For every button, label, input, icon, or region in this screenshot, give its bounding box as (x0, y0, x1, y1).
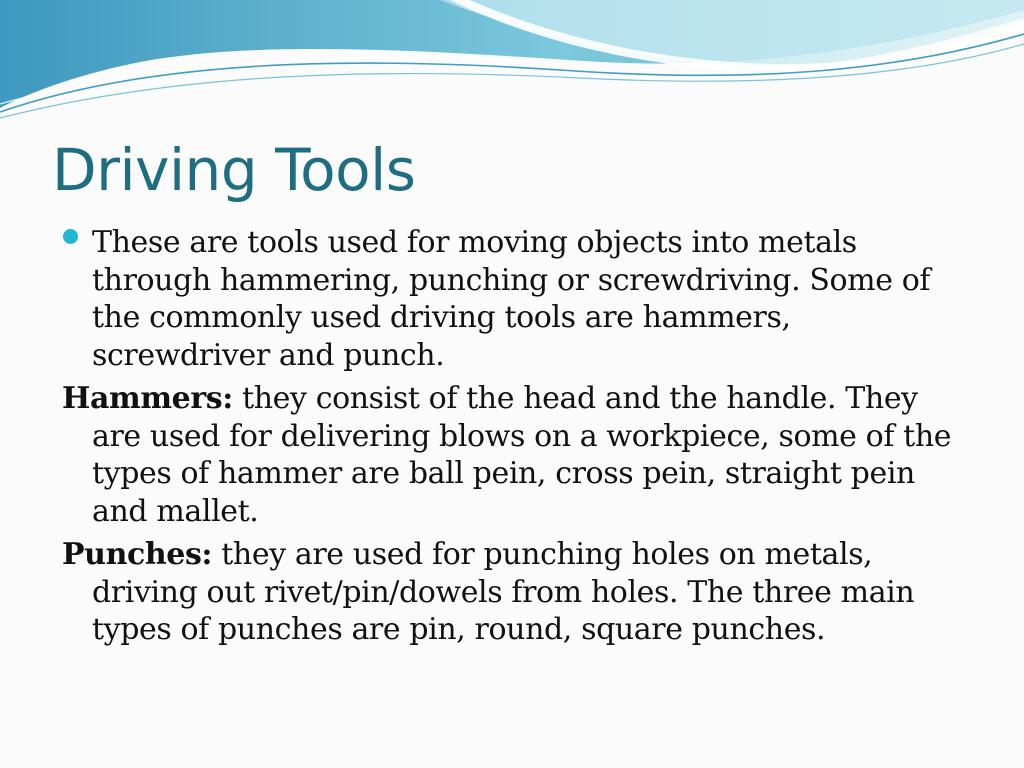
intro-bullet-text: These are tools used for moving objects into metals through hammering, punching or screwdriving. Some of the commonly used driving tools are hammers, screwdriver and punch. (92, 225, 931, 373)
slide-body (62, 224, 962, 655)
header-wave-decoration (0, 0, 1024, 130)
punches-text: they are used for punching holes on metals, driving out rivet/pin/dowels from holes. The three main types of punches are pin, round, square punches. (92, 537, 915, 647)
hammers-paragraph (62, 380, 962, 530)
intro-bullet (62, 224, 962, 374)
slide-title: Driving Tools (52, 136, 416, 204)
bullet-dot-icon (63, 229, 78, 244)
hammers-text: they consist of the head and the handle. They are used for delivering blows on a workpiece, some of the types of hammer are ball pein, cross pein, straight pein and mallet. (92, 381, 952, 529)
punches-label: Punches: (62, 537, 213, 572)
hammers-label: Hammers: (62, 381, 233, 416)
punches-paragraph (62, 536, 962, 649)
